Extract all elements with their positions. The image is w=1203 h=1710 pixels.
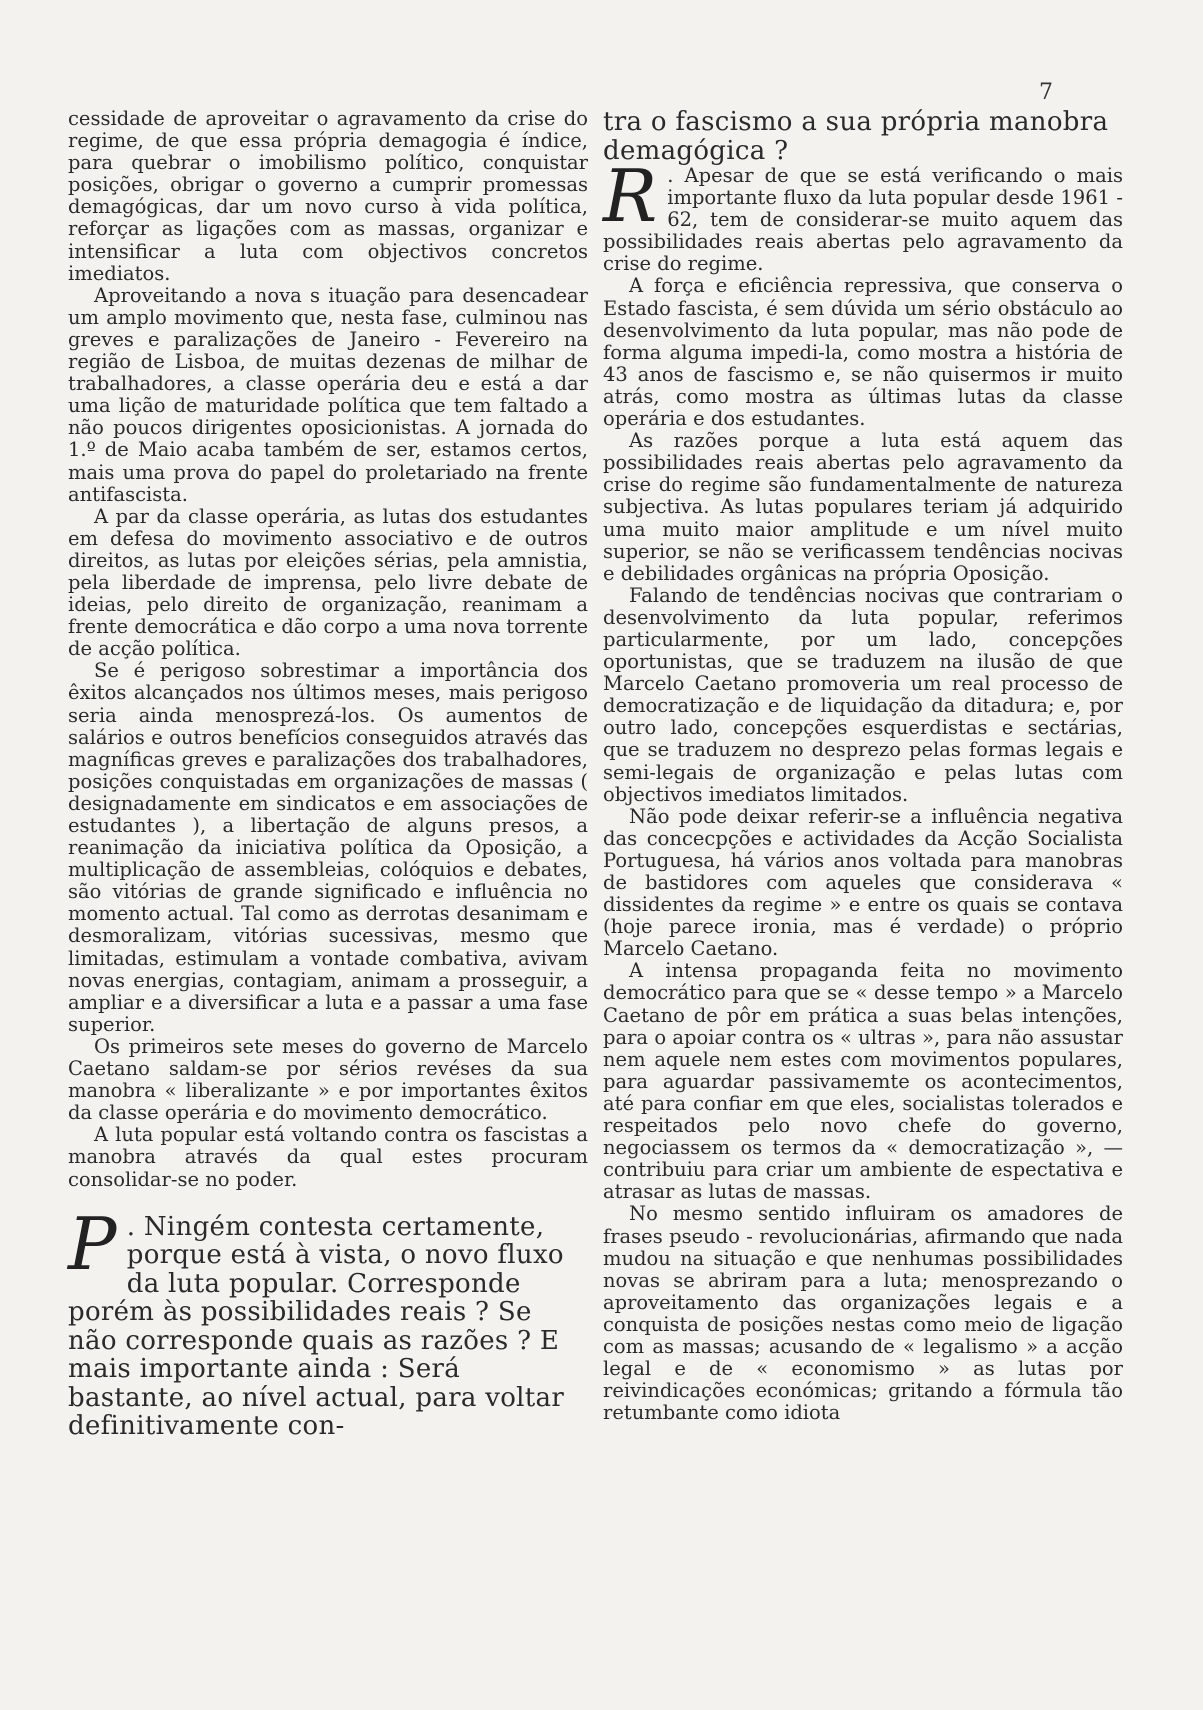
paragraph: Aproveitando a nova s ituação para desencadear um amplo movimento que, nesta fase, culminou nas greves e paralizações de Janeiro - Fevereiro na região de Lisboa, de muitas dezenas de milhar de trabalhadores, a classe operária deu e está a dar uma lição de maturidade política que tem faltado a não poucos dirigentes oposicionistas. A jornada do 1.º de Maio acaba também de ser, estamos certos, mais uma prova do papel do proletariado na frente antifascista. <box>68 283 588 506</box>
paragraph: A intensa propaganda feita no movimento democrático para que se « desse tempo » a Marcelo Caetano de pôr em prática a suas belas intenções, para o apoiar contra os « ultras », para não assustar nem aquele nem estes com movimentos populares, para aguardar passivamemte os acontecimentos, até para confiar em que eles, socialistas tolerados e respeitados pelo novo chefe do governo, negociassem os termos da « democratização », — contribuiu para criar um ambiente de espectativa e atrasar as lutas de massas. <box>603 959 1123 1204</box>
right-column <box>603 108 1123 1424</box>
left-column <box>68 108 588 1441</box>
paragraph: As razões porque a luta está aquem das possibilidades reais abertas pelo agravamento da crise do regime são fundamentalmente de natureza subjectiva. As lutas populares teriam já adquirido uma muito maior amplitude e um nível muito superior, se não se verificassem tendências nocivas e debilidades orgânicas na própria Oposição. <box>603 429 1123 585</box>
answer-paragraph <box>603 154 1123 276</box>
paragraph: Se é perigoso sobrestimar a importância dos êxitos alcançados nos últimos meses, mais perigoso seria ainda menosprezá-los. Os aumentos de salários e outros benefícios conseguidos através das magníficas greves e paralizações dos trabalhadores, posições conquistadas em organizações de massas ( designadamente em sindicatos e em associações de estudantes ), a libertação de alguns presos, a reanimação da iniciativa política da Oposição, a multiplicação de assembleias, colóquios e debates, são vitórias de grande significado e influência no momento actual. Tal como as derrotas desanimam e desmoralizam, vitórias sucessivas, mesmo que limitadas, estimulam a vontade combativa, avivam novas energias, contagiam, animam a prosseguir, a ampliar e a diversificar a luta e a passar a uma fase superior. <box>68 659 588 1036</box>
paragraph: Os primeiros sete meses do governo de Marcelo Caetano saldam-se por sérios revéses da sua manobra « liberalizante » e por importantes êxitos da classe operária e do movimento democrático. <box>68 1034 588 1125</box>
question-text: . Ningém contesta certamente, porque está à vista, o novo fluxo da luta popular. Corresponde porém às possibilidades reais ? Se não corresponde quais as razões ? E mais importante ainda : Será bastante, ao nível actual, para voltar definitivamente con- <box>68 1211 565 1442</box>
paragraph: A luta popular está voltando contra os fascistas a manobra através da qual estes procuram consolidar-se no poder. <box>68 1123 588 1191</box>
paragraph: cessidade de aproveitar o agravamento da crise do regime, de que essa própria demagogia é índice, para quebrar o imobilismo político, conquistar posições, obrigar o governo a cumprir promessas demagógicas, dar um novo curso à vida política, reforçar as ligações com as massas, organizar e intensificar a luta com objectivos concretos imediatos. <box>68 107 588 285</box>
answer-text: . Apesar de que se está verificando o mais importante fluxo da luta popular desde 1961 - 62, tem de considerar-se muito aquem das possibilidades reais abertas pelo agravamento da crise do regime. <box>603 164 1123 276</box>
paragraph: Falando de tendências nocivas que contrariam o desenvolvimento da luta popular, referimos particularmente, por um lado, concepções oportunistas, que se traduzem na ilusão de que Marcelo Caetano promoveria um real processo de democratização e de liquidação da ditadura; e, por outro lado, concepções esquerdistas e sectárias, que se traduzem no desprezo pelas formas legais e semi-legais de organização e pelas lutas com objectivos imediatos limitados. <box>603 583 1123 806</box>
question-paragraph <box>68 1201 588 1442</box>
question-continuation: tra o fascismo a sua própria manobra demagógica ? <box>603 107 1109 166</box>
paragraph: Não pode deixar referir-se a influência negativa das concecpções e actividades da Acção Socialista Portuguesa, há vários anos voltada para manobras de bastidores com aqueles que considerava « dissidentes da regime » e entre os quais se contava (hoje parece ironia, mas é verdade) o próprio Marcelo Caetano. <box>603 804 1123 961</box>
question-drop-cap: P <box>68 1201 117 1286</box>
paragraph: A força e eficiência repressiva, que conserva o Estado fascista, é sem dúvida um sério obstáculo ao desenvolvimento da luta popular, mas não pode de forma alguma impedi-la, como mostra a história de 43 anos de fascismo e, se não quisermos ir muito atrás, como mostra as últimas lutas da classe operária e dos estudantes. <box>603 274 1123 431</box>
answer-drop-cap: R <box>603 154 658 238</box>
paragraph: No mesmo sentido influiram os amadores de frases pseudo - revolucionárias, afirmando que nada mudou na situação e que nenhumas possibilidades novas se abriram para a luta; menosprezando o aproveitamento das organizações legais e a conquista de posições nestas como meio de ligação com as massas; acusando de « legalismo » a acção legal e de « economismo » as lutas por reivindicações económicas; gritando a fórmula tão retumbante como idiota <box>603 1202 1123 1425</box>
page-number: 7 <box>1039 80 1053 105</box>
paragraph: A par da classe operária, as lutas dos estudantes em defesa do movimento associativo e de outros direitos, as lutas por eleições sérias, pela amnistia, pela liberdade de imprensa, pelo livre debate de ideias, pelo direito de organização, reanimam a frente democrática e dão corpo a uma nova torrente de acção política. <box>68 504 588 661</box>
